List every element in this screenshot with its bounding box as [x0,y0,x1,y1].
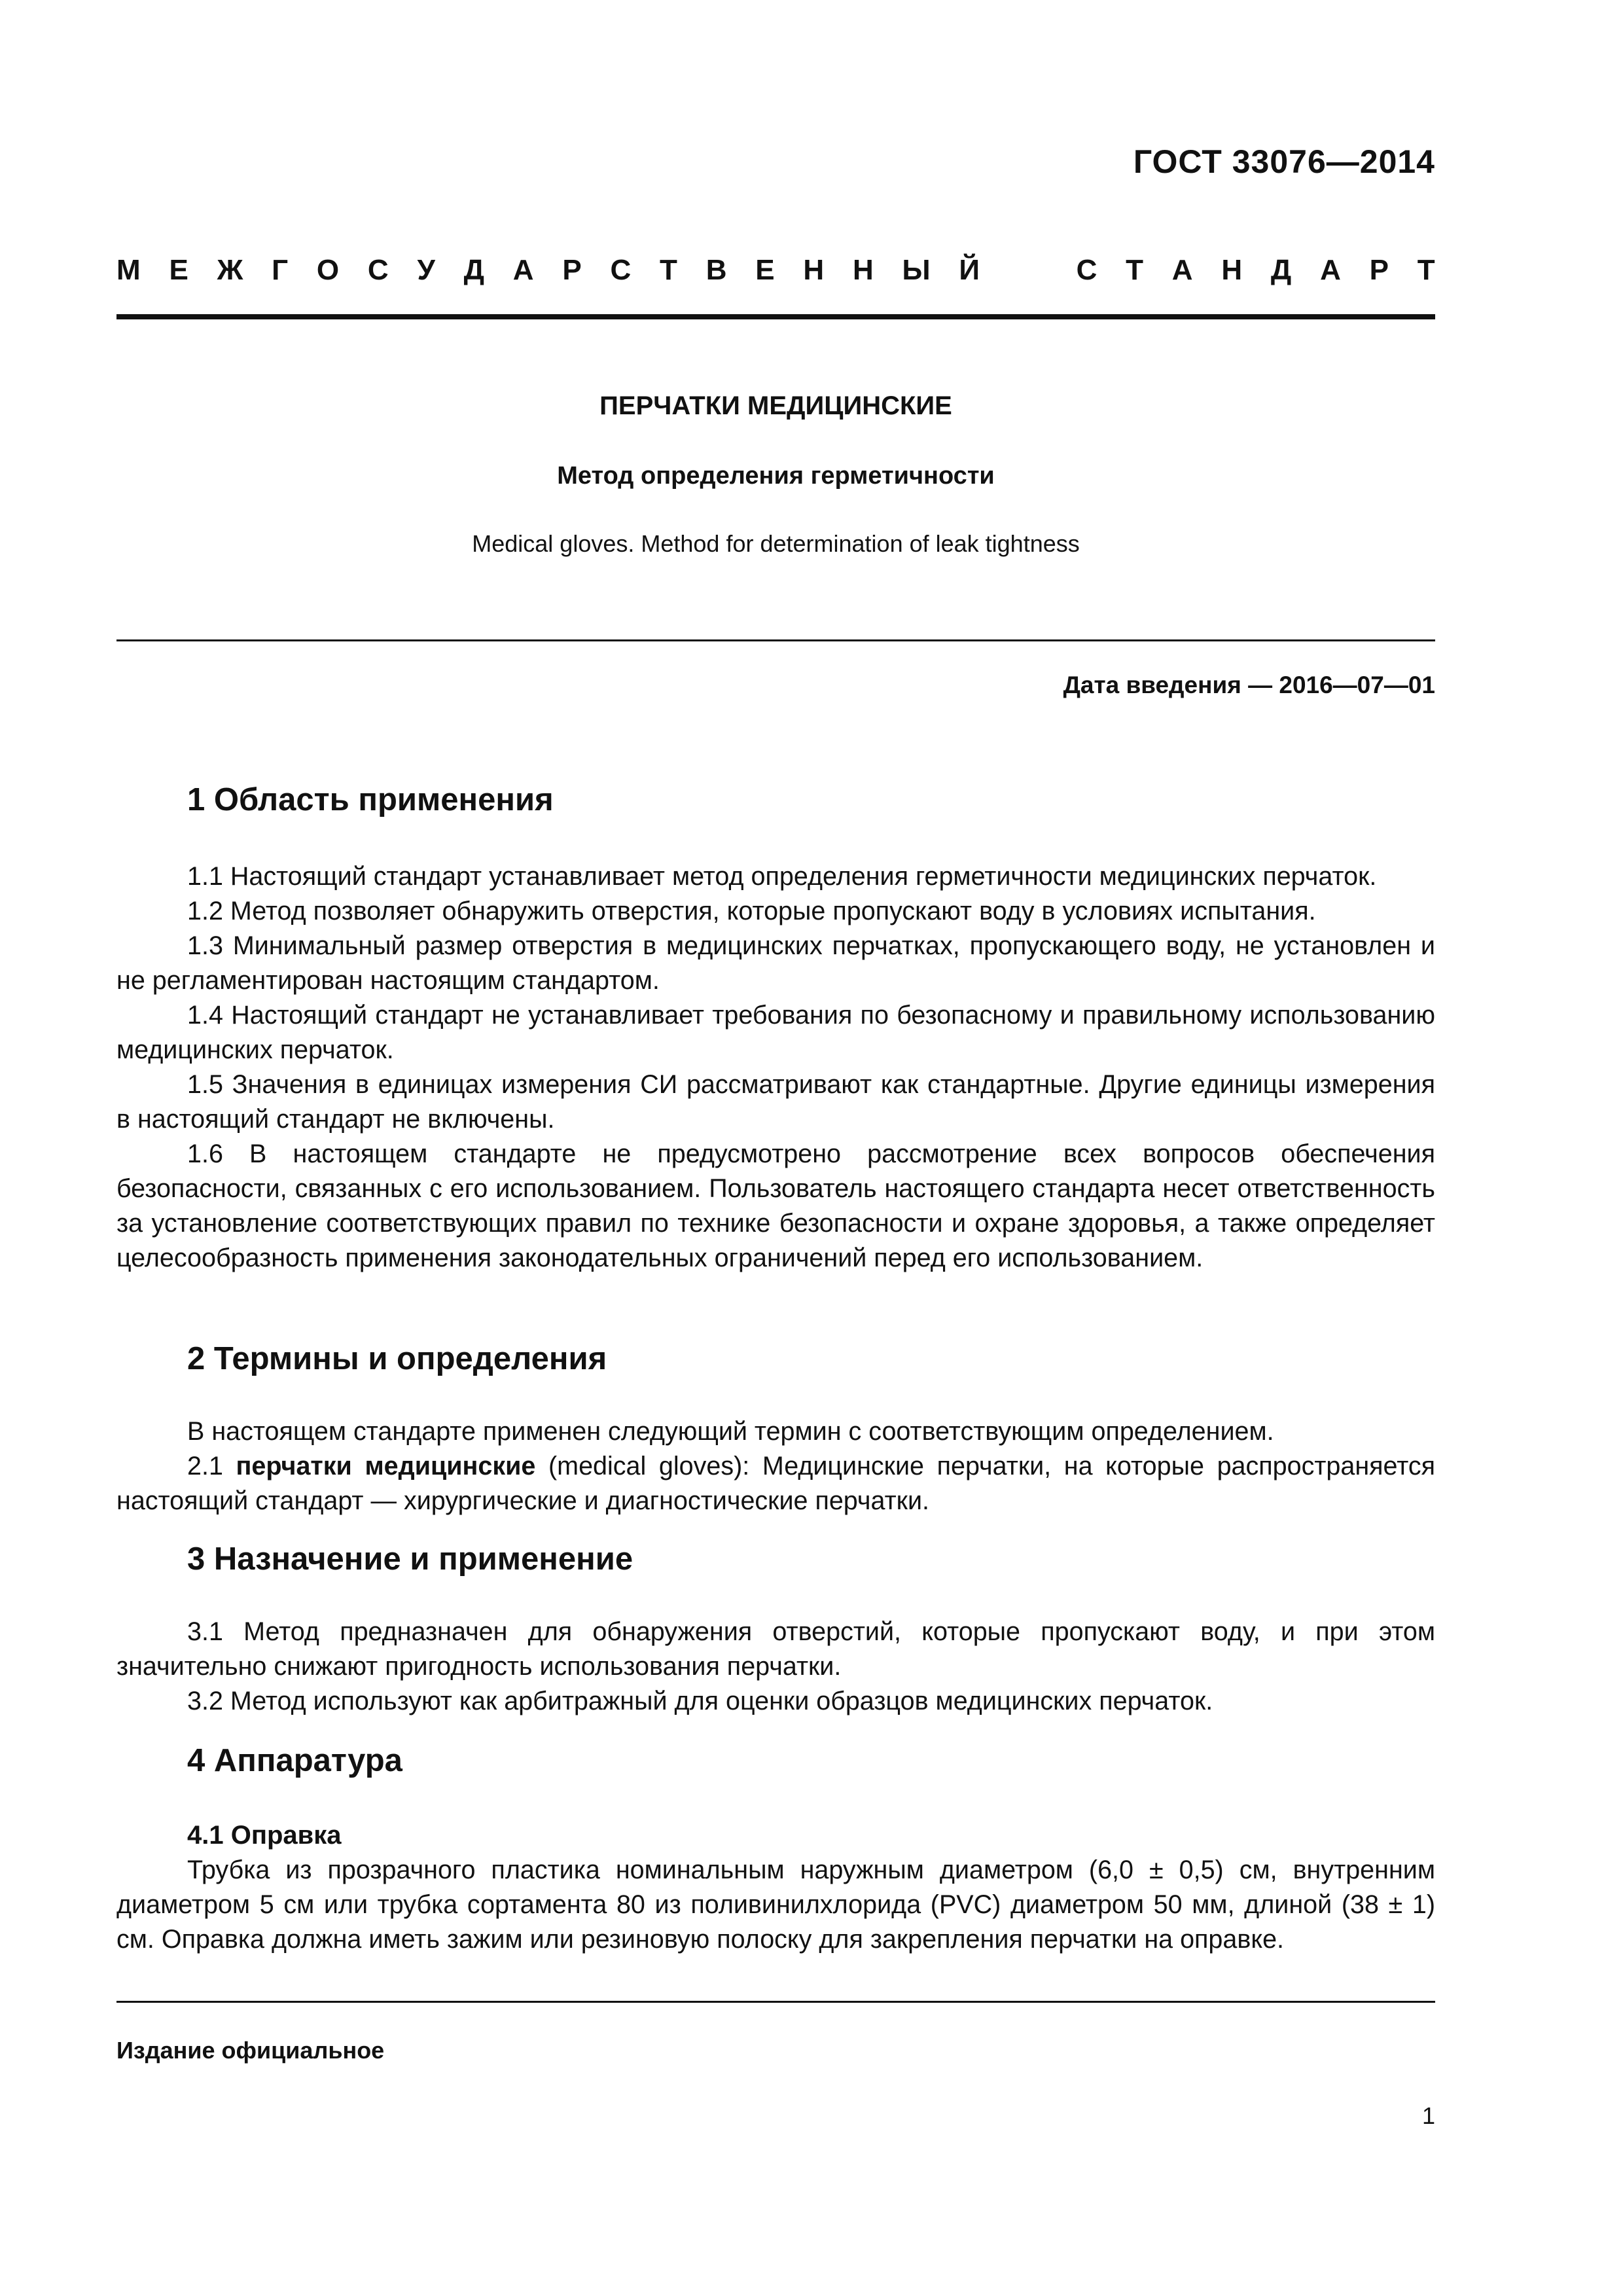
banner-letter: А [1320,254,1341,286]
banner-letter: Е [169,254,188,286]
section-heading: 4 Аппаратура [187,1743,402,1778]
section-4 [116,1744,1435,1778]
banner-letter: С [367,254,389,286]
paragraph: 3.2 Метод используют как арбитражный для оценки образцов медицинских перчаток. [187,1687,1213,1715]
page-number: 1 [1421,2102,1435,2129]
subsection-heading: 4.1 Оправка [187,1821,342,1850]
banner-letter: Т [1417,254,1435,286]
title-divider [116,639,1435,641]
document-code: ГОСТ 33076—2014 [1133,143,1435,180]
section-1 [116,783,1435,817]
banner-letter: Е [755,254,775,286]
banner-letter: Й [959,254,980,286]
paragraph: 1.1 Настоящий стандарт устанавливает метод определения герметичности медицинских перчаток. [187,862,1377,891]
introduction-date: Дата введения — 2016—07—01 [1063,672,1435,698]
clause-number: 2.1 [187,1452,236,1480]
section-1-body [116,859,1435,1276]
paragraph: 1.3 Минимальный размер отверстия в медицинских перчатках, пропускающего воду, не установлен и не регламентирован настоящим стандартом. [116,931,1435,995]
footer-divider [116,2001,1435,2003]
banner-letter: Ж [217,254,243,286]
section-3-body [116,1615,1435,1719]
banner-letter: Н [852,254,874,286]
defined-term: перчатки медицинские [236,1452,536,1480]
banner-letter: В [705,254,727,286]
banner-letter: Н [803,254,825,286]
term-definition: (medical gloves): Медицинские перчатки, на которые распространяется настоящий стандарт — хирургические и диагностические перчатки. [116,1452,1436,1515]
banner-letter: Т [660,254,677,286]
banner-letter: Г [272,254,289,286]
official-edition-label: Издание официальное [116,2037,385,2064]
banner-word-gap [1008,254,1048,287]
paragraph-term-definition [116,1449,1435,1518]
paragraph: Трубка из прозрачного пластика номинальным наружным диаметром (6,0 ± 0,5) см, внутренним диаметром 5 см или трубка сортамента 80 из поливинилхлорида (PVC) диаметром 50 мм, длиной (38 ± 1) см. Оправка должна иметь зажим или резиновую полоску для закрепления перчатки на оправке. [116,1856,1435,1954]
banner-letter: А [512,254,534,286]
banner-letter: Д [1270,254,1292,286]
document-subtitle: Метод определения герметичности [557,462,995,490]
banner-letter: Д [463,254,484,286]
banner-letter: Р [562,254,582,286]
paragraph: 1.2 Метод позволяет обнаружить отверстия, которые пропускают воду в условиях испытания. [187,897,1316,925]
paragraph: 1.6 В настоящем стандарте не предусмотрено рассмотрение всех вопросов обеспечения безопасности, связанных с его использованием. Пользователь настоящего стандарта несет ответственность за установление соответствующих правил по технике безопасности и охране здоровья, а также определяет целесообразность применения законодательных ограничений перед его использованием. [116,1139,1435,1272]
banner-letter: С [610,254,632,286]
banner-letter: С [1076,254,1097,286]
banner-letter: Р [1369,254,1389,286]
banner-letter: М [116,254,141,286]
banner-letter: У [417,254,435,286]
section-3 [116,1542,1435,1577]
paragraph: 3.1 Метод предназначен для обнаружения отверстий, которые пропускают воду, и при этом значительно снижают пригодность использования перчатки. [116,1617,1435,1681]
banner-letter: А [1171,254,1193,286]
banner-letter: О [316,254,340,286]
banner-letter: Н [1221,254,1243,286]
paragraph: В настоящем стандарте применен следующий термин с соответствующим определением. [187,1417,1274,1446]
header-divider [116,314,1435,319]
section-4-body [116,1818,1435,1957]
section-heading: 1 Область применения [187,782,554,817]
section-2 [116,1342,1435,1376]
document-title-english: Medical gloves. Method for determination of leak tightness [472,530,1080,557]
banner-letter: Ы [902,254,931,286]
banner-letter: Т [1126,254,1144,286]
paragraph: 1.4 Настоящий стандарт не устанавливает требования по безопасному и правильному использованию медицинских перчаток. [116,1001,1435,1064]
section-heading: 3 Назначение и применение [187,1541,633,1577]
document-title: ПЕРЧАТКИ МЕДИЦИНСКИЕ [599,391,952,420]
section-2-body [116,1414,1435,1518]
paragraph: 1.5 Значения в единицах измерения СИ рассматривают как стандартные. Другие единицы измерения в настоящий стандарт не включены. [116,1070,1435,1134]
section-heading: 2 Термины и определения [187,1341,607,1376]
standard-type-banner [116,254,1435,287]
